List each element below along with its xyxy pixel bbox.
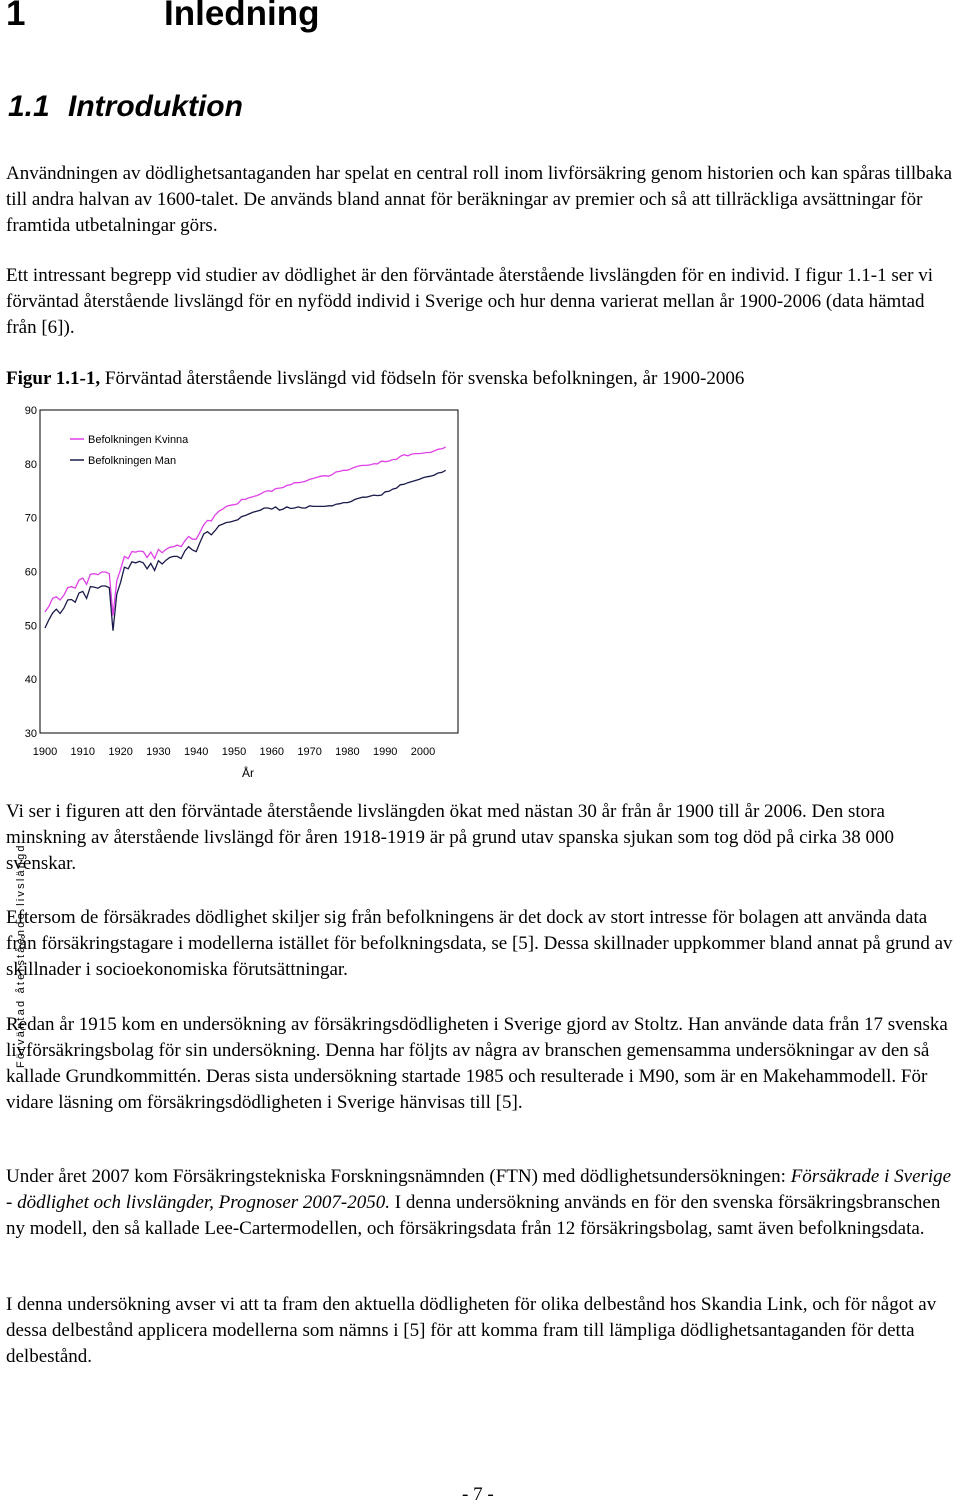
x-tick-label: 1950 [221,746,247,758]
x-axis-label: År [242,766,254,780]
section-heading [8,90,243,124]
paragraph-7: I denna undersökning avser vi att ta fram den aktuella dödligheten för olika delbestånd hos Skandia Link, och för något av dessa delbestånd applicera modellerna som nämns i [5] för att komma fram till lämpliga dödlighetsantaganden för detta delbestånd. [6,1294,937,1367]
section-title: Introduktion [68,90,243,123]
section-number: 1.1 [8,90,50,123]
y-tick-label: 70 [24,512,37,525]
page-number: - 7 - [462,1484,494,1505]
chapter-heading [6,0,320,34]
legend-label: Befolkningen Kvinna [88,434,189,446]
x-tick-label: 1990 [372,746,398,758]
paragraph-1: Användningen av dödlighetsantaganden har spelat en central roll inom livförsäkring genom historien och kan spåras tillbaka till andra halvan av 1600-talet. De används bland annat för beräkningar av premier och så att tillräckliga avsättningar för framtida utbetalningar görs. [6,163,953,236]
y-tick-label: 60 [24,566,37,579]
paragraph-6-end: I denna undersökning används en för den svenska försäkringsbranschen ny modell, den så kallade Lee-Cartermodellen, och försäkringsdata från 12 försäkringsbolag, samt även befolkningsdata. [6,1192,941,1239]
paragraph-5: Redan år 1915 kom en undersökning av försäkringsdödligheten i Sverige gjord av Stoltz. Han använde data från 17 svenska livförsäkringsbolag för sin undersökning. Denna har följts av några av branschen gemensamma undersökningar av den så kallade Grundkommittén. Deras sista undersökning startade 1985 och resulterade i M90, som är en Makehammodell. För vidare läsning om försäkringsdödligheten i Sverige hänvisas till [5]. [6,1014,948,1113]
series-line-kvinna [45,447,446,615]
x-tick-label: 1920 [108,746,133,758]
x-tick-label: 1900 [32,746,58,758]
paragraph-6-start: Under året 2007 kom Försäkringstekniska Forskningsnämnden (FTN) med dödlighetsundersökningen: [6,1166,791,1187]
x-tick-label: 2000 [410,746,436,758]
chapter-number: 1 [6,0,26,33]
y-tick-label: 80 [24,458,37,471]
y-tick-label: 40 [24,674,37,687]
legend-label: Befolkningen Man [88,455,177,467]
y-tick-label: 90 [24,405,37,417]
paragraph-3: Vi ser i figuren att den förväntade återstående livslängden ökat med nästan 30 år från år 1900 till år 2006. Den stora minskning av återstående livslängd för åren 1918-1919 är på grund utav spanska sjukan som tog död på cirka 38 000 svenskar. [6,801,895,874]
paragraph-2: Ett intressant begrepp vid studier av dödlighet är den förväntade återstående livslängden för en individ. I figur 1.1-1 ser vi förväntad återstående livslängd för en nyfödd individ i Sverige och hur denna varierat mellan år 1900-2006 (data hämtad från [6]). [6,265,934,338]
y-axis-label: Förväntad återstående livslängd [15,843,27,1068]
x-tick-label: 1960 [259,746,285,758]
paragraph-6-report-title: Försäkrade i Sverige - dödlighet och livslängder, Prognoser 2007-2050. [6,1166,952,1213]
chapter-title: Inledning [164,0,320,33]
paragraph-6 [6,1164,956,1242]
x-tick-label: 1930 [146,746,171,758]
figure-caption [6,366,956,392]
x-tick-label: 1940 [183,746,209,758]
series-line-man [45,470,446,630]
x-tick-label: 1980 [335,746,360,758]
x-tick-label: 1910 [70,746,96,758]
y-tick-label: 50 [24,620,37,633]
figure-caption-text: Förväntad återstående livslängd vid födseln för svenska befolkningen, år 1900-2006 [100,368,745,389]
figure-label: Figur 1.1-1, [6,368,101,389]
y-tick-label: 30 [24,728,37,740]
paragraph-4: Eftersom de försäkrades dödlighet skiljer sig från befolkningens är det dock av stort intresse för bolagen att använda data från försäkringstagare i modellerna istället för befolkningsdata, se [5]. Dessa skillnader uppkommer bland annat på grund av skillnader i socioekonomiska förutsättningar. [6,907,953,980]
x-tick-label: 1970 [297,746,322,758]
